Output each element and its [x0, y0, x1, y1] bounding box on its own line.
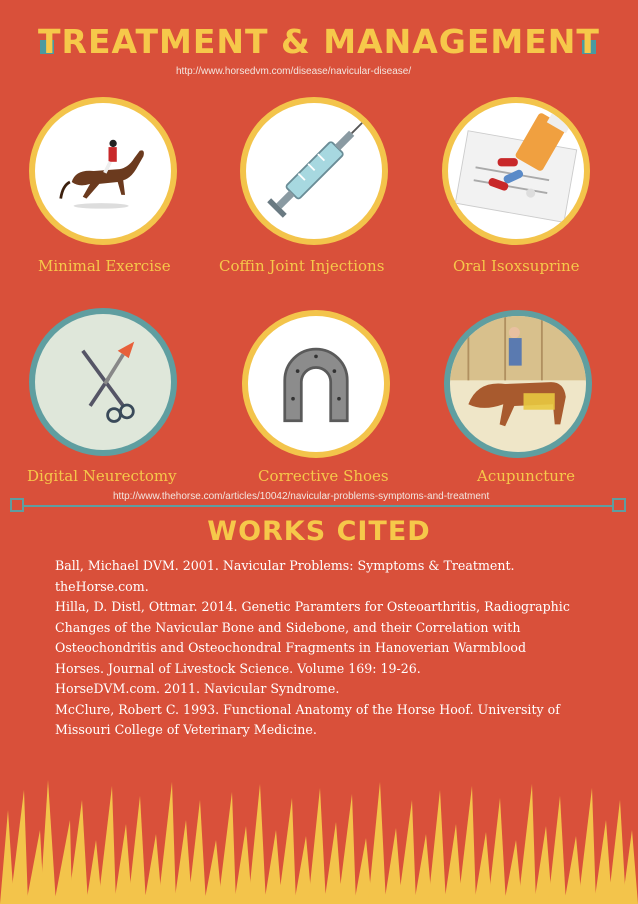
label-digital-neurectomy: Digital Neurectomy: [27, 467, 177, 485]
citation-line: Ball, Michael DVM. 2001. Navicular Problems: Symptoms & Treatment.: [55, 558, 515, 573]
source-link-horsedvm[interactable]: http://www.horsedvm.com/disease/navicular-disease/: [176, 66, 412, 77]
works-cited-title: WORKS CITED: [207, 516, 431, 547]
citation-line: HorseDVM.com. 2011. Navicular Syndrome.: [55, 681, 340, 696]
label-acupuncture: Acupuncture: [477, 467, 575, 485]
label-corrective-shoes: Corrective Shoes: [258, 467, 389, 485]
horse-jumping-icon: [29, 97, 177, 245]
citation-line: Hilla, D. Distl, Ottmar. 2014. Genetic Paramters for Osteoarthritis, Radiographic: [55, 599, 570, 614]
citation-line: Missouri College of Veterinary Medicine.: [55, 722, 317, 737]
syringe-icon: [240, 97, 388, 245]
divider-left-end: [10, 498, 24, 512]
citation-line: McClure, Robert C. 1993. Functional Anatomy of the Horse Hoof. University of: [55, 701, 560, 717]
divider-right-end: [612, 498, 626, 512]
label-minimal-exercise: Minimal Exercise: [38, 257, 171, 275]
citation-line: Changes of the Navicular Bone and Sidebone, and their Correlation with: [55, 619, 521, 635]
citation-line: Osteochondritis and Osteochondral Fragments in Hanoverian Warmblood: [55, 640, 527, 655]
label-oral-isoxsuprine: Oral Isoxsuprine: [453, 257, 580, 275]
citation-line: theHorse.com.: [55, 578, 149, 594]
citation-line: Horses. Journal of Livestock Science. Volume 169: 19-26.: [55, 660, 421, 676]
source-link-thehorse[interactable]: http://www.thehorse.com/articles/10042/navicular-problems-symptoms-and-treatment: [113, 491, 490, 502]
grass-decoration: [0, 770, 638, 904]
section-divider: [14, 505, 624, 507]
horseshoe-icon: [242, 310, 390, 458]
page-title: TREATMENT & MANAGEMENT: [38, 22, 600, 61]
label-coffin-joint-injections: Coffin Joint Injections: [219, 257, 385, 275]
pills-icon: [442, 97, 590, 245]
works-cited-list: [55, 556, 600, 741]
horse-acupuncture-icon: [444, 310, 592, 458]
surgical-tools-icon: [29, 308, 177, 456]
